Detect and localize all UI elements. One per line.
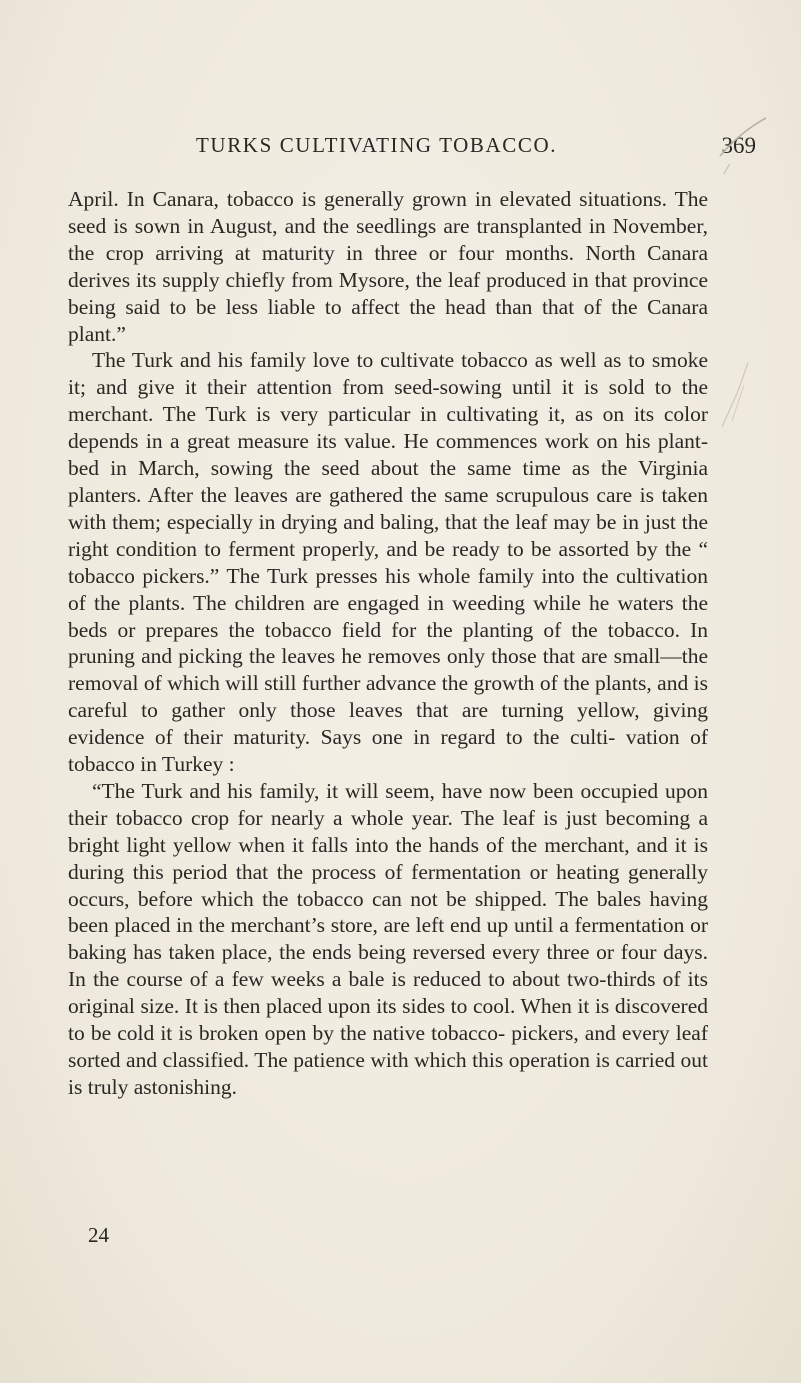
signature-mark: 24 bbox=[88, 1223, 109, 1247]
page-number: 369 bbox=[721, 133, 756, 158]
margin-scratch-mark bbox=[718, 355, 758, 435]
body-text bbox=[68, 186, 708, 1101]
paragraph-3: “The Turk and his family, it will seem, have now been occupied upon their tobacco crop for nearly a whole year. The leaf is just becoming a bright light yellow when it falls into the hands of the merchant, and it is during this period that the process of fermentation or heating generally occurs, before which the tobacco can not be shipped. The bales having been placed in the merchant’s store, are left end up until a fermentation or baking has taken place, the ends being reversed every three or four days. In the course of a few weeks a bale is reduced to about two-thirds of its original size. It is then placed upon its sides to cool. When it is discovered to be cold it is broken open by the native tobacco- pickers, and every leaf sorted and classified. The patience with which this operation is carried out is truly astonishing. bbox=[68, 778, 708, 1099]
running-head: TURKS CULTIVATING TOBACCO. bbox=[196, 133, 558, 157]
page-header bbox=[196, 133, 756, 173]
paragraph-2: The Turk and his family love to cultivate tobacco as well as to smoke it; and give it their attention from seed-sowing until it is sold to the merchant. The Turk is very particular in cultivating it, as on its color depends in a great measure its value. He commences work on his plant-bed in March, sowing the seed about the same time as the Virginia planters. After the leaves are gathered the same scrupulous care is taken with them; especially in drying and baling, that the leaf may be in just the right condition to ferment properly, and be ready to be assorted by the “ tobacco pickers.” The Turk presses his whole family into the cultivation of the plants. The children are engaged in weeding while he waters the beds or prepares the tobacco field for the planting of the tobacco. In pruning and picking the leaves he removes only those that are small—the removal of which will still further advance the growth of the plants, and is careful to gather only those leaves that are turning yellow, giving evidence of their maturity. Says one in regard to the culti- vation of tobacco in Turkey : bbox=[68, 348, 708, 777]
margin-pen-mark bbox=[716, 110, 776, 180]
paragraph-1: April. In Canara, tobacco is generally grown in elevated situations. The seed is sown in August, and the seedlings are transplanted in November, the crop arriving at maturity in three or four months. North Canara derives its supply chiefly from Mysore, the leaf produced in that province being said to be less liable to affect the head than that of the Canara plant.” bbox=[68, 187, 708, 346]
